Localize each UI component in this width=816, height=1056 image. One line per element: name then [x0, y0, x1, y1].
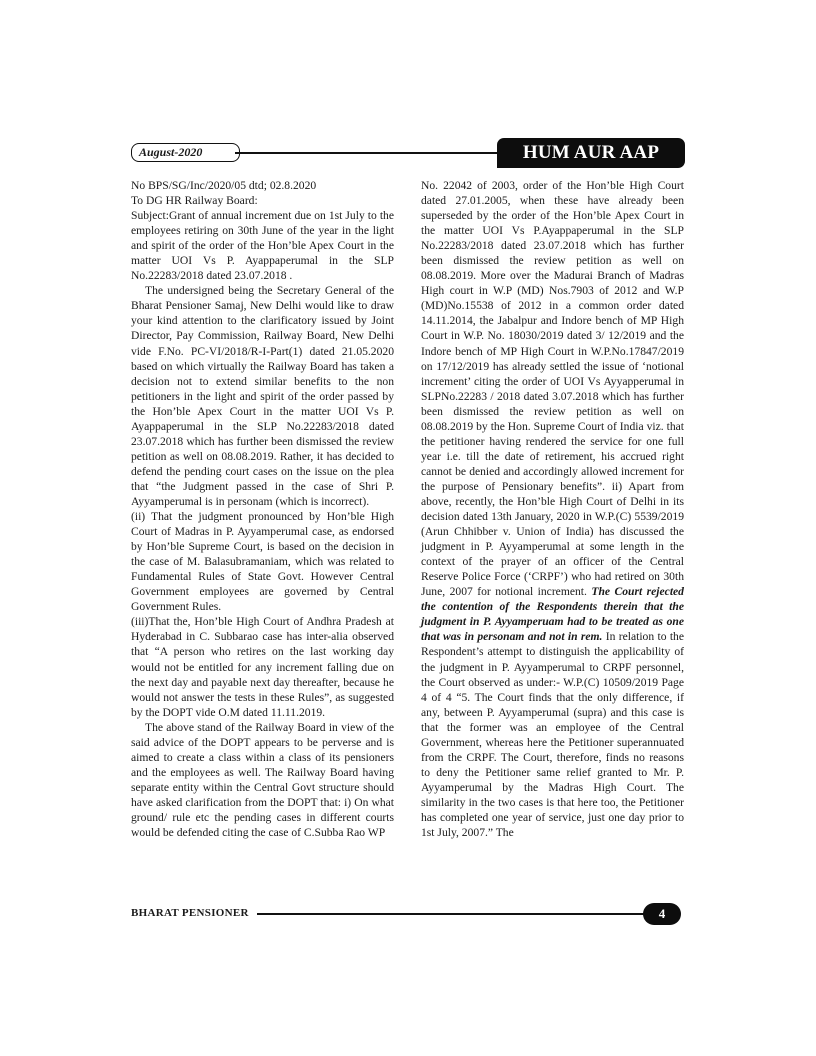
letter-reference: No BPS/SG/Inc/2020/05 dtd; 02.8.2020 — [131, 179, 317, 192]
magazine-title: HUM AUR AAP — [497, 138, 685, 168]
emphasized-text: The Court rejected the contention of the Respondents therein that the judgment in P. Ayyamperuam had to be treated as one that was in personam and not in rem. — [421, 585, 684, 644]
issue-date: August-2020 — [131, 143, 240, 162]
letter-subject: Subject:Grant of annual increment due on 1st July to the employees retiring on 30th June of the year in the light and spirit of the order of the Hon’ble Apex Court in the matter UOI Vs P. Ayappaperumal in the SLP No.22283/2018 dated 23.07.2018 . — [131, 209, 394, 283]
body-paragraph: (iii)That the, Hon’ble High Court of Andhra Pradesh at Hyderabad in C. Subbarao case has inter-alia observed that “A person who retires on the last working day would not be entitled for any increment falling due on the next day and payable next day thereafter, because he would not answer the tests in these Rules”, as suggested by the DOPT vide O.M dated 11.11.2019. — [131, 615, 394, 719]
body-text: In relation to the Respondent’s attempt to distinguish the applicability of the judgment in P. Ayyamperumal to CRPF personnel, the Court observed as under:- W.P.(C) 10509/2019 Page 4 of 4 “5. The Court finds that the only difference, if any, between P. Ayyamperumal (supra) and this case is that the former was an employee of the Central Government, whereas here the Petitioner superannuated from the CRPF. The Court, therefore, finds no reasons to deny the Petitioner same relief granted to Mr. P. Ayyamperumal by the Madras High Court. The similarity in the two cases is that here too, the Petitioner has completed one year of service, just one day prior to 1st July, 2007.” The — [421, 630, 684, 840]
page-number: 4 — [643, 903, 681, 925]
body-paragraph: The above stand of the Railway Board in view of the said advice of the DOPT appears to be perverse and is aimed to create a class within a class of its pensioners and the employees as well. The Railway Board having separate entity within the Central Govt structure should have asked clarification from the DOPT that: i) On what ground/ rule etc the pending cases in different courts would be defended citing the case of C.Subba Rao WP — [131, 720, 394, 840]
letter-recipient: To DG HR Railway Board: — [131, 194, 258, 208]
body-paragraph: The undersigned being the Secretary General of the Bharat Pensioner Samaj, New Delhi would like to draw your kind attention to the clarificatory issued by Joint Director, Pay Commission, Railway Board, New Delhi vide F.No. PC-VI/2018/R-I-Part(1) dated 21.05.2020 based on which virtually the Railway Board has taken a decision not to extend similar benefits to the non petitioners in the light and spirit of the order passed by the Hon’ble Apex Court in the matter UOI Vs P. Ayappaperumal in the SLP No.22283/2018 dated 23.07.2018 which has further been dismissed the review petition as well on 08.08.2019. Rather, it has decided to defend the pending court cases on the issue on the plea that “the Judgment passed in the case of Shri P. Ayyamperumal is in personam (which is incorrect). — [131, 284, 394, 508]
header-rule — [235, 152, 505, 154]
footer-rule — [257, 913, 653, 915]
body-text: No. 22042 of 2003, order of the Hon’ble High Court dated 27.01.2005, when these have already been superseded by the order of the Hon’ble Apex Court in the matter UOI Vs P.Ayappaperumal in the SLP No.22283/2018 dated 23.07.2018 which has further been dismissed the review petition as well on 08.08.2019. More over the Madurai Branch of Madras High court in W.P (MD) Nos.7903 of 2012 and W.P (MD)No.15538 of 2012 in a common order dated 14.11.2014, the Jabalpur and Indore bench of MP High Court in W.P. No. 18030/2019 dated 3/ 12/2019 and the Indore bench of MP High Court in W.P.No.17847/2019 on 17/12/2019 has already settled the issue of ‘notional increment’ citing the order of UOI Vs Ayyapperumal in SLPNo.22283 / 2018 dated 3.07.2018 which has further been dismissed the review petition as well on 08.08.2019 by the Hon. Supreme Court of India viz. that the petitioner having rendered the service for one full year i.e. till the date of retirement, his accrued right cannot be denied and accordingly allowed increment for the purpose of Pensionary benefits”. ii) Apart from above, recently, the Hon’ble High Court of Delhi in its decision dated 13th January, 2020 in W.P.(C) 5539/2019 (Arun Chhibber v. Union of India) has discussed the judgment in P. Ayyamperumal at some length in the context of the prayer of an officer of the Central Reserve Police Force (‘CRPF’) who had retired on 30th June, 2007 for notional increment. — [421, 179, 684, 599]
page-header — [131, 138, 685, 168]
left-column — [131, 178, 394, 840]
right-column — [421, 178, 684, 840]
page-footer — [131, 903, 683, 925]
publication-name: BHARAT PENSIONER — [131, 907, 249, 919]
body-paragraph — [421, 178, 684, 840]
body-paragraph: (ii) That the judgment pronounced by Hon’ble High Court of Madras in P. Ayyamperumal case, as endorsed by Hon’ble Supreme Court, is based on the decision in the case of M. Balasubramaniam, which was related to Fundamental Rules of State Govt. However Central Government employees are governed by Central Government Rules. — [131, 510, 394, 614]
